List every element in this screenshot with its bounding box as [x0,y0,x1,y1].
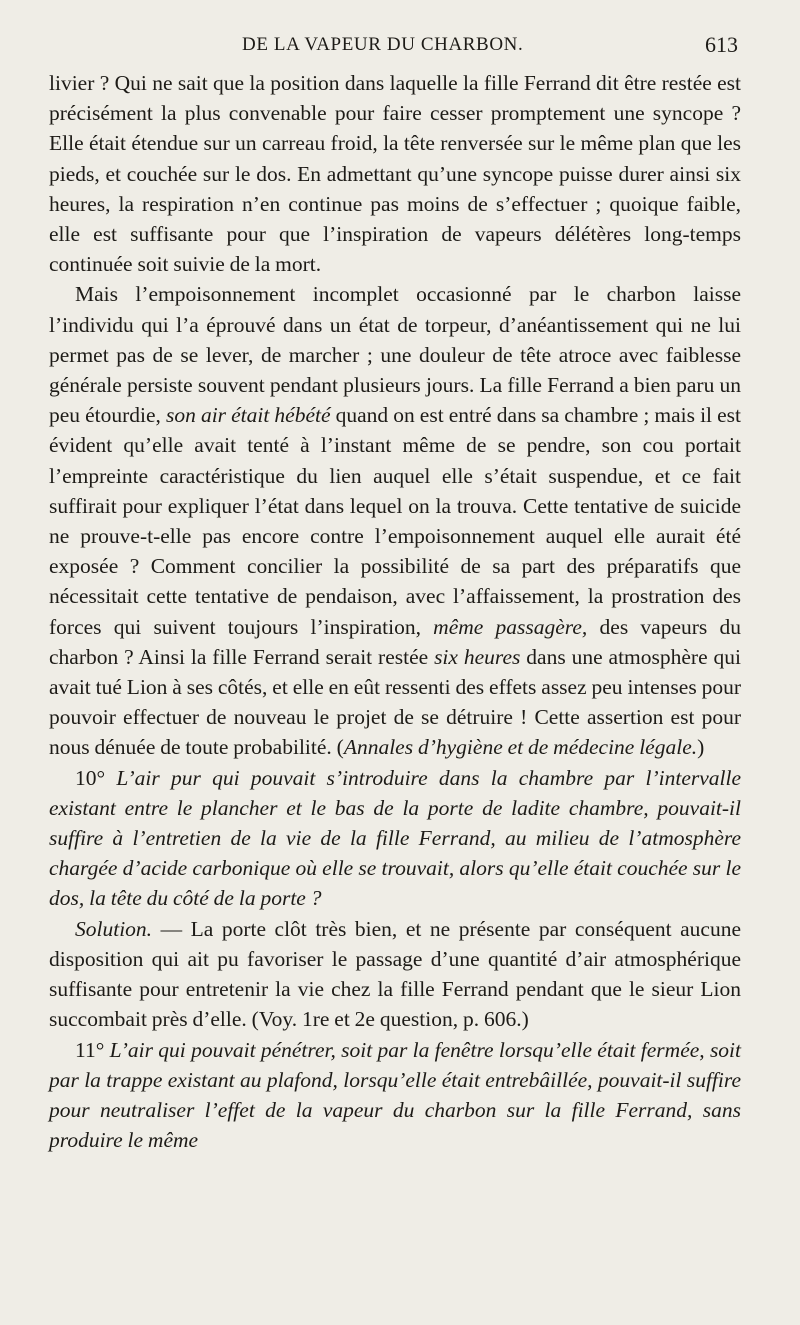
solution-text: — La porte clôt très bien, et ne présente par conséquent aucune disposition qui ait pu favoriser le passage d’une quantité d’air atmosphérique suffisante pour entretenir la vie chez la fille Ferrand pendant que le sieur Lion succombait près d’elle. (Voy. 1re et 2e question, p. 606.) [49,916,741,1032]
italic-phrase: même passagère, [433,614,588,639]
running-title: DE LA VAPEUR DU CHARBON. [242,34,524,55]
paragraph-segment: dans une atmosphère qui avait tué Lion à ses côtés, et elle en eût ressenti des effets assez peu intenses pour pouvoir effectuer de nouveau le projet de se détruire ! Cette assertion est pour nous dénuée de toute probabilité. ( [49,644,741,760]
paragraph-continuation: livier ? Qui ne sait que la position dans laquelle la fille Ferrand dit être restée est précisément la plus convenable pour faire cesser promptement une syncope ? Elle était étendue sur un carreau froid, la tête renversée sur le même plan que les pieds, et couchée sur le dos. En admettant qu’une syncope puisse durer ainsi six heures, la respiration n’en continue pas moins de s’effectuer ; quoique faible, elle est suffisante pour que l’inspiration de vapeurs délétères long-temps continuée soit suivie de la mort. [49,71,741,277]
question-text: L’air pur qui pouvait s’introduire dans la chambre par l’intervalle existant entre le plancher et le bas de la porte de ladite chambre, pouvait-il suffire à l’entretien de la vie de la fille Ferrand, au milieu de l’atmosphère chargée d’acide carbonique où elle se trouvait, alors qu’elle était couchée sur le dos, la tête du côté de la porte ? [49,765,742,911]
page-number: 613 [705,32,738,57]
paragraph-segment: Mais l’empoisonnement incomplet occasionné par le charbon laisse l’individu qui l’a éprouvé dans un état de torpeur, d’anéantissement qui ne lui permet pas de se lever, de marcher ; une douleur de tête atroce avec faiblesse générale persiste souvent pendant plusieurs jours. La fille Ferrand a bien paru un peu étourdie, [49,282,741,428]
citation-title: Annales d’hygiène et de médecine légale. [343,735,698,760]
paragraph-poisoning [49,279,741,762]
italic-phrase: son air était hébété [166,403,331,428]
question-text: L’air qui pouvait pénétrer, soit par la fenêtre lorsqu’elle était fermée, soit par la trappe existant au plafond, lorsqu’elle était entrebâillée, pouvait-il suffire pour neutraliser l’effet de la vapeur du charbon sur la fille Ferrand, sans produire le même [49,1037,742,1153]
question-11 [49,1035,741,1156]
question-10 [49,763,741,914]
italic-phrase: six heures [434,644,521,669]
solution-paragraph [49,914,741,1035]
paragraph-segment: des vapeurs du charbon ? Ainsi la fille Ferrand serait restée [49,614,742,669]
solution-label: Solution. [75,916,153,941]
paragraph-segment: quand on est entré dans sa chambre ; mais il est évident qu’elle avait tenté à l’instant même de se pendre, son cou portait l’empreinte caractéristique du lien auquel elle s’était suspendue, et ce fait suffirait pour expliquer l’état dans lequel on la trouva. Cette tentative de suicide ne prouve-t-elle pas encore contre l’empoisonnement auquel elle aurait été exposée ? Comment concilier la possibilité de sa part des préparatifs que nécessitait cette tentative de pendaison, avec l’affaissement, la prostration des forces qui suivent toujours l’inspiration, [49,403,741,639]
page-header [242,34,738,64]
question-number: 11° [75,1037,105,1062]
body-text [49,68,741,1155]
question-number: 10° [75,765,106,790]
paragraph-segment: ) [697,735,705,760]
